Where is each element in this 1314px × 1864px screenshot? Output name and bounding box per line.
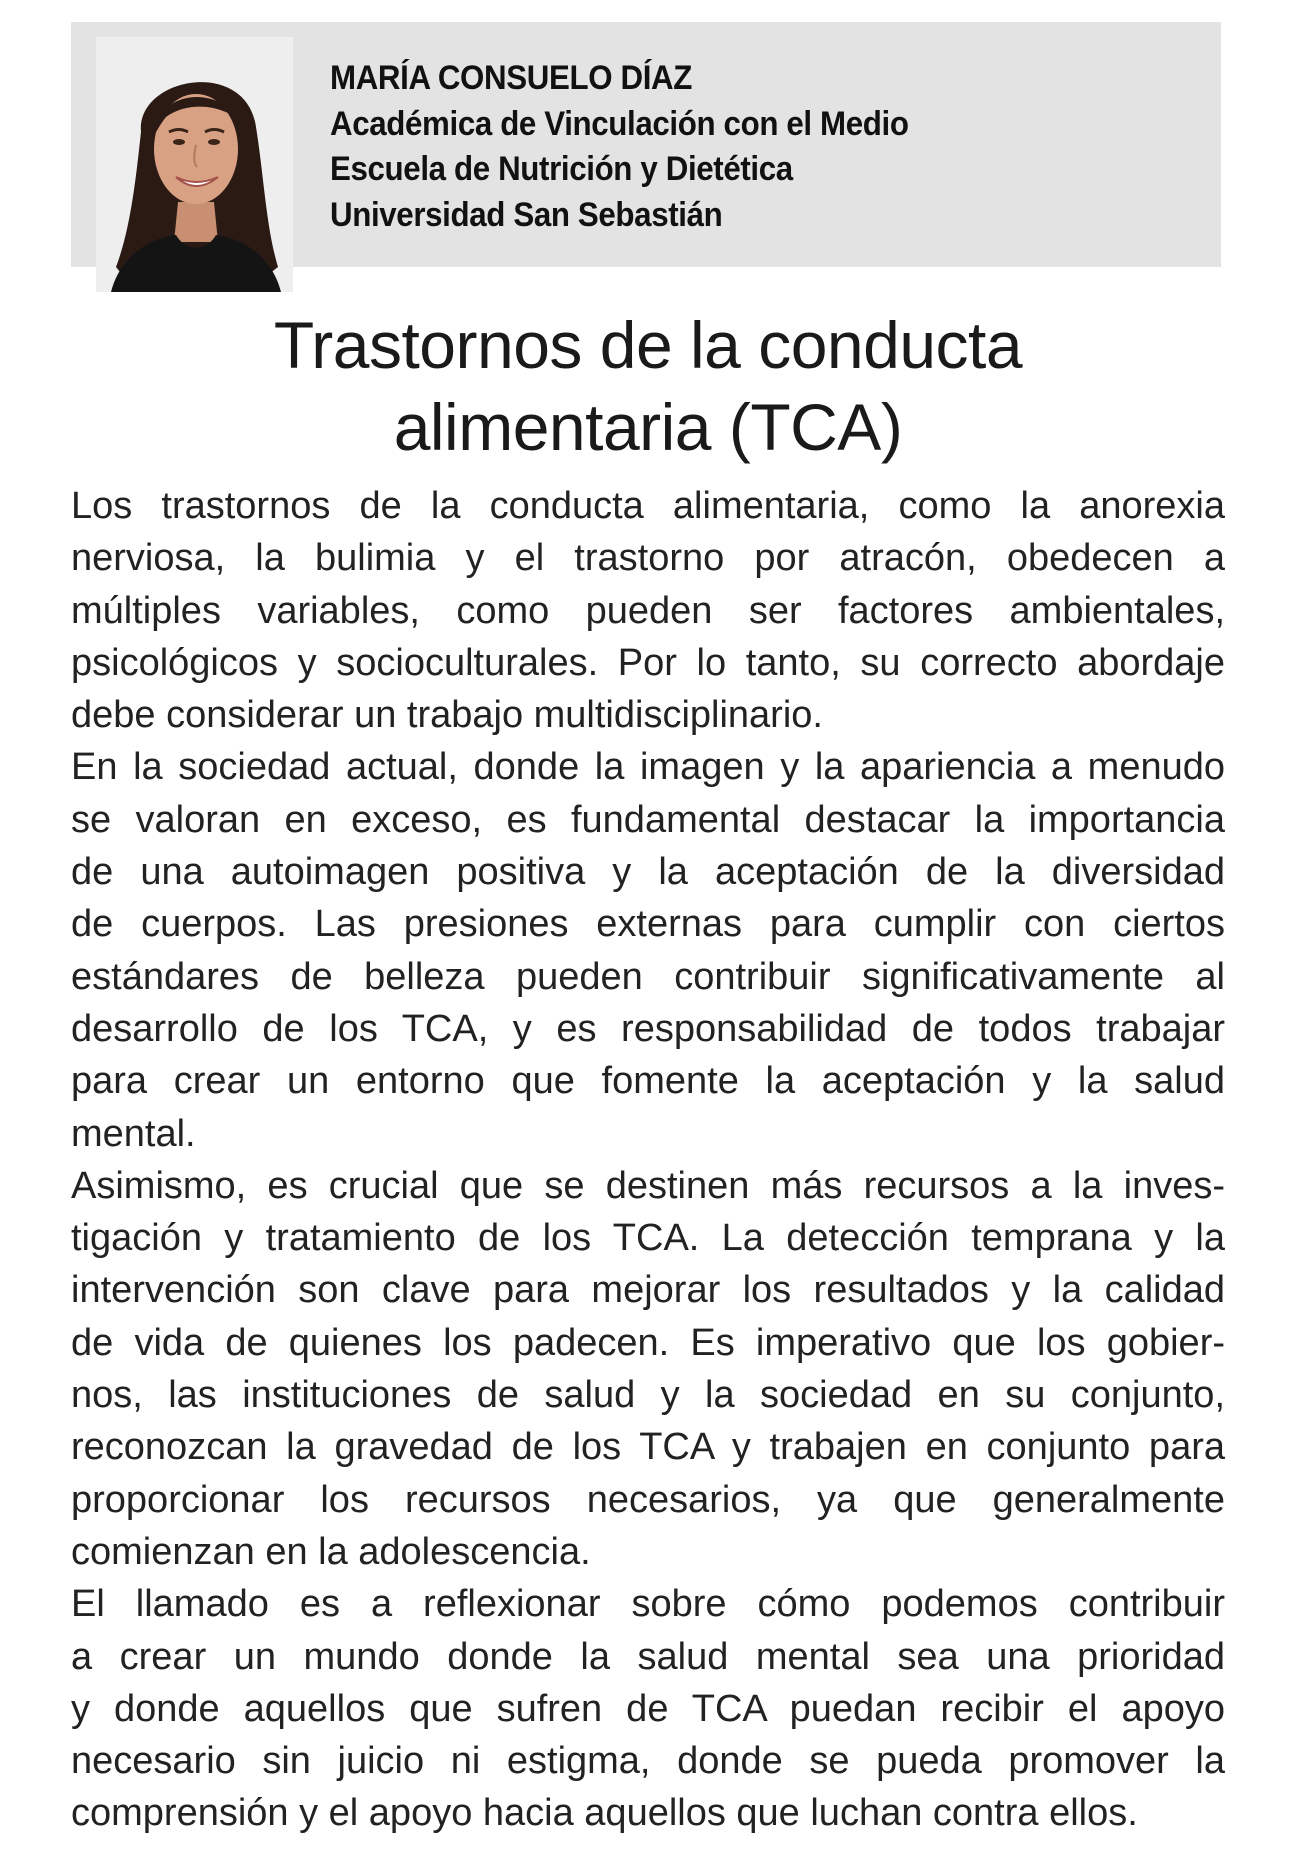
article-body: [71, 480, 1225, 1840]
author-school: Escuela de Nutrición y Dietética: [330, 150, 793, 189]
article-line: El llamado es a reflexionar sobre cómo podemos contribuir: [71, 1583, 1225, 1626]
article-line: nerviosa, la bulimia y el trastorno por atracón, obedecen a: [71, 537, 1225, 580]
article-title: [71, 304, 1225, 468]
author-portrait-image: [96, 37, 293, 292]
article-line: para crear un entorno que fomente la aceptación y la salud: [71, 1060, 1225, 1103]
article-line: de cuerpos. Las presiones externas para cumplir con ciertos: [71, 903, 1225, 946]
article-line: necesario sin juicio ni estigma, donde se pueda promover la: [71, 1740, 1225, 1783]
article-paragraph: [71, 1160, 1225, 1578]
article-paragraph: [71, 1578, 1225, 1839]
author-university: Universidad San Sebastián: [330, 196, 723, 235]
article-line: psicológicos y socioculturales. Por lo tanto, su correcto abordaje: [71, 641, 1225, 684]
article-line: intervención son clave para mejorar los resultados y la calidad: [71, 1269, 1225, 1312]
article-paragraph: [71, 741, 1225, 1159]
article-line: debe considerar un trabajo multidisciplinario.: [71, 694, 823, 737]
article-line: a crear un mundo donde la salud mental sea una prioridad: [71, 1635, 1225, 1678]
article-line: proporcionar los recursos necesarios, ya que generalmente: [71, 1478, 1225, 1521]
article-line: mental.: [71, 1112, 196, 1155]
article-title-line-2: alimentaria (TCA): [393, 390, 903, 464]
author-info: [330, 56, 909, 239]
article-line: y donde aquellos que sufren de TCA puedan recibir el apoyo: [71, 1687, 1225, 1730]
author-name: MARÍA CONSUELO DÍAZ: [330, 59, 692, 97]
article-line: comprensión y el apoyo hacia aquellos que luchan contra ellos.: [71, 1792, 1138, 1835]
author-position: Académica de Vinculación con el Medio: [330, 104, 909, 143]
article-line: desarrollo de los TCA, y es responsabilidad de todos trabajar: [71, 1007, 1225, 1050]
article-line: estándares de belleza pueden contribuir significativamente al: [71, 955, 1225, 998]
article-title-line-1: Trastornos de la conducta: [273, 308, 1023, 382]
article-line: tigación y tratamiento de los TCA. La detección temprana y la: [71, 1217, 1225, 1260]
article-line: En la sociedad actual, donde la imagen y la apariencia a menudo: [71, 746, 1225, 789]
article-line: comienzan en la adolescencia.: [71, 1530, 591, 1573]
article-line: nos, las instituciones de salud y la sociedad en su conjunto,: [71, 1374, 1225, 1417]
article-line: de vida de quienes los padecen. Es imperativo que los gobier-: [71, 1321, 1225, 1364]
author-photo: [96, 37, 293, 292]
article-line: múltiples variables, como pueden ser factores ambientales,: [71, 589, 1225, 632]
article-paragraph: [71, 480, 1225, 741]
article-line: Asimismo, es crucial que se destinen más recursos a la inves-: [71, 1164, 1225, 1207]
article-line: de una autoimagen positiva y la aceptación de la diversidad: [71, 851, 1225, 894]
article-line: reconozcan la gravedad de los TCA y trabajen en conjunto para: [71, 1426, 1225, 1469]
article-line: se valoran en exceso, es fundamental destacar la importancia: [71, 798, 1225, 841]
article-line: Los trastornos de la conducta alimentaria, como la anorexia: [71, 485, 1225, 527]
